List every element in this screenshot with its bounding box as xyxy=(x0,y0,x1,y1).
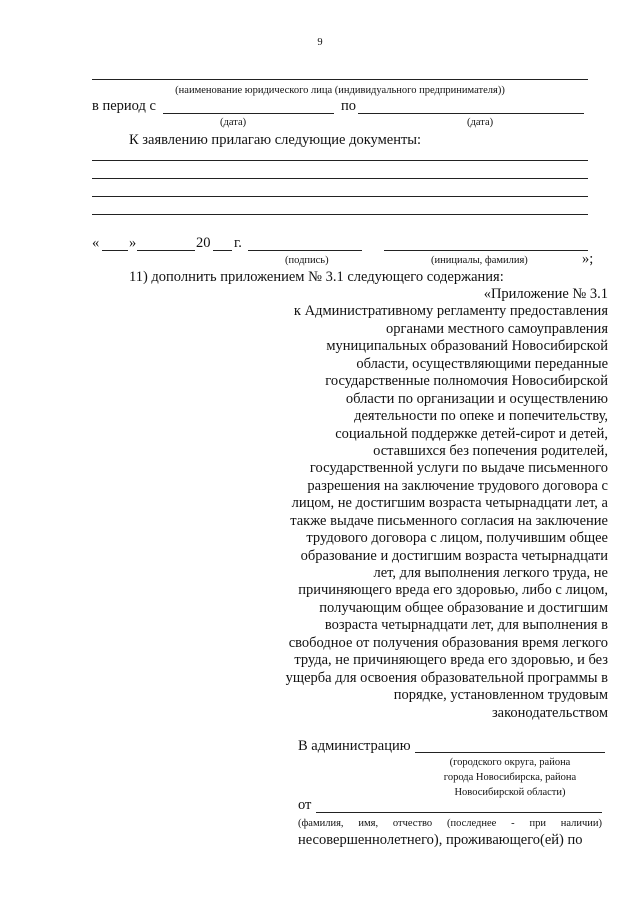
appendix-line: социальной поддержке детей-сирот и детей, xyxy=(335,425,608,442)
month-line xyxy=(137,250,195,251)
appendix-line: муниципальных образований Новосибирской xyxy=(326,338,608,355)
day-line xyxy=(102,250,128,251)
document-line xyxy=(92,160,588,161)
appendix-line: ущерба для освоения образовательной программы в xyxy=(285,669,608,686)
initials-caption: (инициалы, фамилия) xyxy=(431,255,528,266)
appendix-line: лет, для выполнения легкого труда, не xyxy=(373,565,608,581)
applicant-residence-text: несовершеннолетнего), проживающего(ей) по xyxy=(298,832,583,848)
appendix-line: свободное от получения образования время легкого xyxy=(288,634,608,651)
from-label: от xyxy=(298,797,312,813)
period-from-label: в период с xyxy=(92,98,156,114)
appendix-line: труда, не причиняющего вреда его здоровью, и без xyxy=(294,652,608,669)
appendix-line: государственной услуги по выдаче письменного xyxy=(309,460,608,477)
date-from-line xyxy=(163,113,334,114)
appendix-line: государственные полномочия Новосибирской xyxy=(325,373,608,390)
appendix-line: возраста четырнадцати лет, для выполнения в xyxy=(324,617,608,634)
initials-line xyxy=(384,250,588,251)
appendix-line: образование и достигшим возраста четырнадцати xyxy=(300,547,608,564)
date-quote-close: » xyxy=(129,235,137,251)
appendix-line: к Административному регламенту предоставления xyxy=(293,303,608,320)
document-line xyxy=(92,214,588,215)
legal-entity-line xyxy=(92,79,588,80)
appendix-line: «Приложение № 3.1 xyxy=(483,286,608,302)
appendix-line: области, осуществляющими переданные xyxy=(356,355,608,372)
appendix-line: законодательством xyxy=(491,704,608,721)
administration-caption-2: города Новосибирска, района xyxy=(443,772,577,783)
date-caption-from: (дата) xyxy=(220,117,247,128)
appendix-line: причиняющего вреда его здоровью, либо с лицом, xyxy=(298,582,608,599)
administration-label: В администрацию xyxy=(298,738,411,754)
date-to-line xyxy=(358,113,584,114)
signature-caption: (подпись) xyxy=(285,255,329,266)
appendix-header xyxy=(270,286,608,722)
closing-quote-mark: »; xyxy=(582,251,594,267)
year-suffix: г. xyxy=(234,235,242,251)
appendix-line: также выдаче письменного согласия на заключение xyxy=(290,512,608,529)
administration-line xyxy=(415,752,605,753)
appendix-line: оставшихся без попечения родителей, xyxy=(373,442,608,459)
year-line xyxy=(213,250,232,251)
date-caption-to: (дата) xyxy=(467,117,494,128)
signature-line xyxy=(248,250,362,251)
appendix-line: области по организации и осуществлению xyxy=(345,390,608,407)
administration-caption-1: (городского округа, района xyxy=(449,757,571,768)
appendix-line: разрешения на заключение трудового договора с xyxy=(307,477,608,494)
applicant-name-line xyxy=(316,812,602,813)
attached-documents-heading: К заявлению прилагаю следующие документы: xyxy=(129,132,422,148)
administration-caption-3: Новосибирской области) xyxy=(454,787,566,798)
date-quote-open: « xyxy=(92,235,100,251)
appendix-line: лицом, не достигшим возраста четырнадцати лет, а xyxy=(291,495,608,512)
document-line xyxy=(92,196,588,197)
legal-entity-caption: (наименование юридического лица (индивидуального предпринимателя)) xyxy=(175,85,505,96)
appendix-line: трудового договора с лицом, получившим общее xyxy=(306,530,608,547)
appendix-line: органами местного самоуправления xyxy=(386,320,608,337)
page-number: 9 xyxy=(317,37,323,48)
amendment-item-11: 11) дополнить приложением № 3.1 следующего содержания: xyxy=(129,269,504,285)
appendix-line: деятельности по опеке и попечительству, xyxy=(354,408,608,425)
appendix-line: порядке, установленном трудовым xyxy=(393,687,608,704)
appendix-line: получающим общее образование и достигшим xyxy=(319,599,608,616)
applicant-name-caption: (фамилия, имя, отчество (последнее - при наличии) xyxy=(298,818,602,829)
period-to-label: по xyxy=(341,98,357,114)
document-line xyxy=(92,178,588,179)
year-prefix: 20 xyxy=(196,235,211,251)
